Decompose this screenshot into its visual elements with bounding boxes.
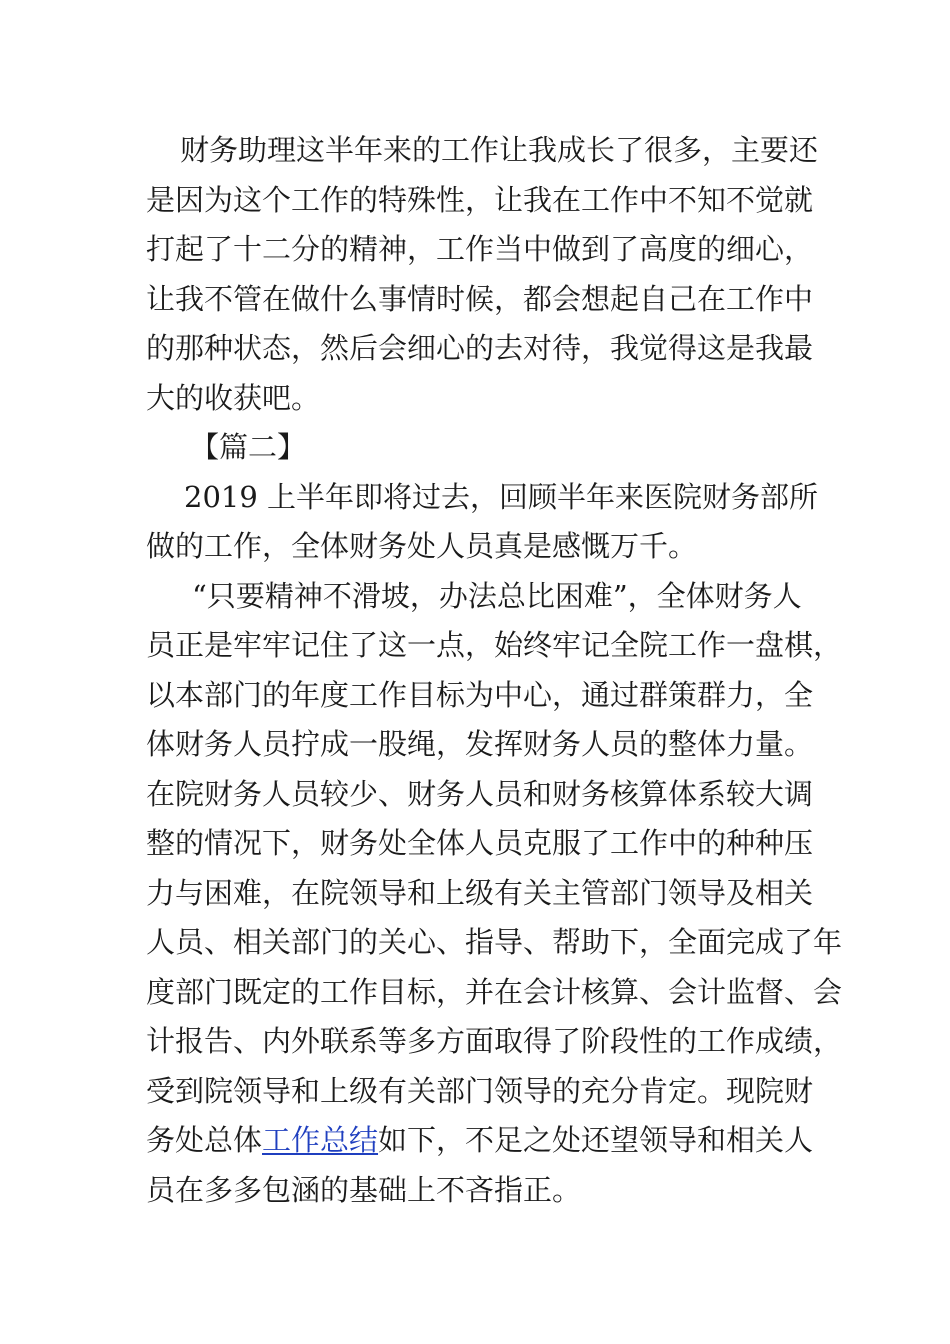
paragraph-line: 让我不管在做什么事情时候，都会想起自己在工作中 (146, 281, 814, 316)
paragraph-line: 做的工作，全体财务处人员真是感慨万千。 (146, 529, 698, 563)
paragraph-line: 度部门既定的工作目标，并在会计核算、会计监督、会 (146, 974, 843, 1009)
paragraph-line: 整的情况下，财务处全体人员克服了工作中的种种压 (146, 826, 814, 860)
document-body (146, 126, 843, 1215)
paragraph-line-with-link (146, 1116, 814, 1166)
link-line-after: 如下，不足之处还望领导和相关人 (378, 1123, 814, 1157)
paragraph-line: 的那种状态，然后会细心的去对待，我觉得这是我最 (146, 331, 814, 365)
paragraph-line: “只要精神不滑坡，办法总比困难”，全体财务人 (192, 578, 802, 613)
paragraph-line: 力与困难，在院领导和上级有关主管部门领导及相关 (146, 875, 814, 910)
paragraph-line: 打起了十二分的精神，工作当中做到了高度的细心， (146, 232, 814, 266)
paragraph-line: 是因为这个工作的特殊性，让我在工作中不知不觉就 (146, 182, 814, 217)
paragraph-line: 2019 上半年即将过去，回顾半年来医院财务部所 (184, 479, 819, 514)
paragraph-line: 体财务人员拧成一股绳，发挥财务人员的整体力量。 (146, 727, 814, 761)
paragraph-line: 受到院领导和上级有关部门领导的充分肯定。现院财 (146, 1073, 814, 1108)
link-line-before: 务处总体 (146, 1123, 263, 1157)
paragraph-line: 在院财务人员较少、财务人员和财务核算体系较大调 (146, 776, 814, 811)
paragraph-line: 以本部门的年度工作目标为中心，通过群策群力，全 (146, 677, 814, 712)
paragraph-line: 计报告、内外联系等多方面取得了阶段性的工作成绩， (146, 1024, 843, 1058)
paragraph-line: 人员、相关部门的关心、指导、帮助下，全面完成了年 (146, 925, 843, 959)
section-heading: 【篇二】 (190, 430, 307, 464)
paragraph-line: 员在多多包涵的基础上不吝指正。 (146, 1172, 582, 1207)
work-summary-link[interactable]: 工作总结 (262, 1123, 379, 1157)
paragraph-line: 员正是牢牢记住了这一点，始终牢记全院工作一盘棋， (146, 628, 843, 662)
paragraph-line: 财务助理这半年来的工作让我成长了很多，主要还 (180, 133, 819, 167)
paragraph-line: 大的收获吧。 (146, 380, 321, 415)
